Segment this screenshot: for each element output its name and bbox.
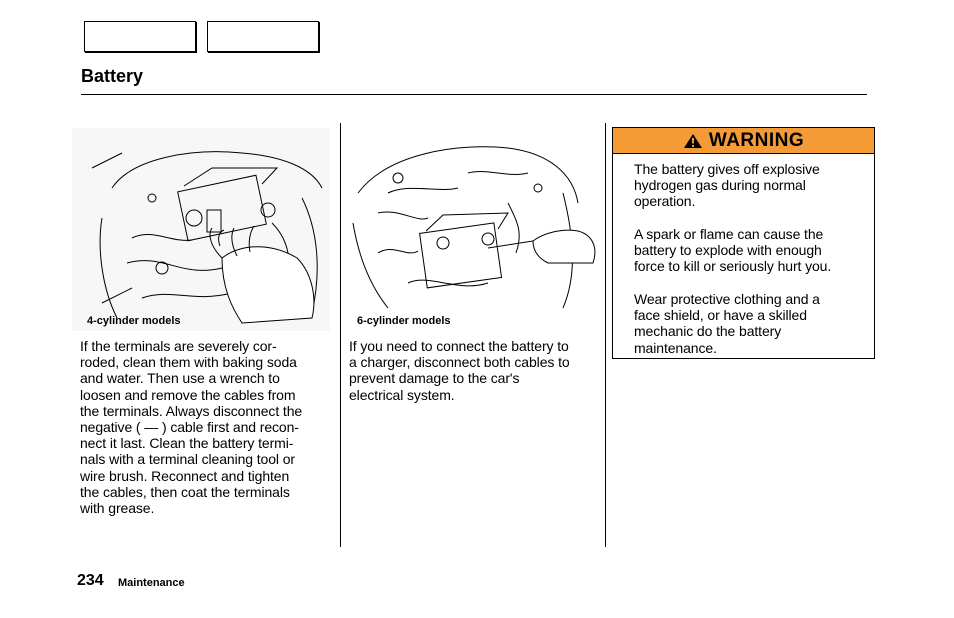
nav-button-previous[interactable] — [84, 21, 196, 52]
column-divider-left — [340, 123, 341, 547]
warning-text-protection: Wear protective clothing and a face shield, or have a skilled mechanic do the battery maintenance. — [634, 291, 820, 356]
figure-caption-6-cylinder: 6-cylinder models — [357, 315, 451, 327]
warning-box — [612, 127, 875, 359]
page-number: 234 — [77, 572, 104, 589]
battery-illustration-6-cylinder — [348, 133, 598, 311]
column-divider-right — [605, 123, 606, 547]
page-title: Battery — [81, 66, 144, 86]
section-label: Maintenance — [118, 577, 185, 589]
warning-text-explosion: A spark or flame can cause the battery to explode with enough force to kill or seriously hurt you. — [634, 226, 832, 275]
nav-button-next[interactable] — [207, 21, 319, 52]
battery-illustration-4-cylinder — [72, 128, 330, 331]
warning-triangle-icon — [683, 133, 703, 149]
warning-header — [613, 128, 874, 154]
warning-text-hydrogen: The battery gives off explosive hydrogen gas during normal operation. — [634, 161, 820, 210]
warning-title: WARNING — [708, 129, 805, 151]
battery-charging-instructions: If you need to connect the battery to a charger, disconnect both cables to prevent damage to the car's electrical system. — [349, 338, 570, 403]
battery-cleaning-instructions: If the terminals are severely cor- roded, clean them with baking soda and water. Then use a wrench to loosen and remove the cables from the terminals. Always disconnect the negative ( — ) cable first and recon- nect it last. Clean the battery termi- nals with a terminal cleaning tool or wire brush. Reconnect and tighten the cables, then coat the terminals with grease. — [80, 338, 303, 517]
title-divider — [81, 94, 867, 95]
figure-caption-4-cylinder: 4-cylinder models — [87, 315, 181, 327]
